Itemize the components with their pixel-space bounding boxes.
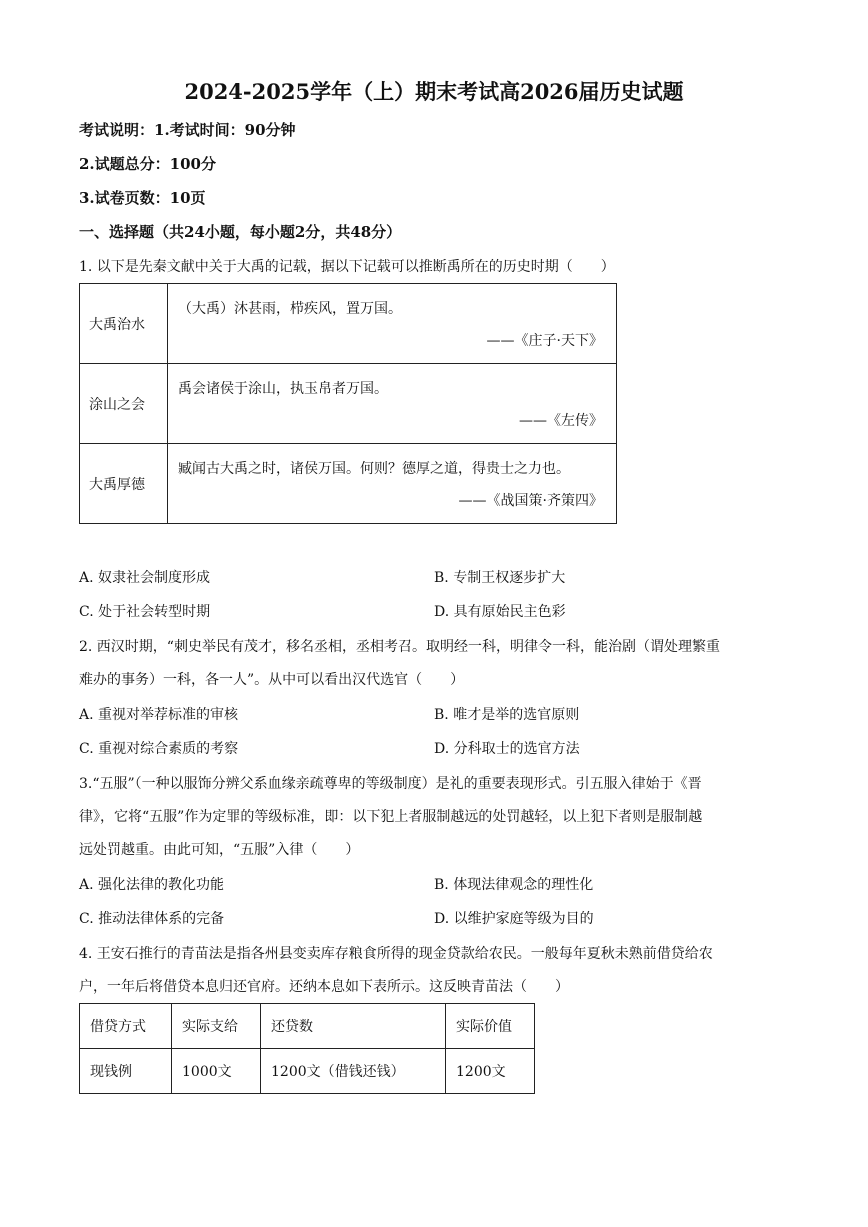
- question-3-stem-line-1: 3.“五服”（一种以服饰分辨父系血缘亲疏尊卑的等级制度）是礼的重要表现形式。引五服入律始于《晋: [79, 776, 702, 792]
- table-row: [80, 284, 617, 364]
- quote-source: ——《左传》: [519, 412, 603, 429]
- row-label: 大禹治水: [80, 284, 168, 364]
- table-cell: 1200文（借钱还钱）: [261, 1049, 446, 1094]
- q2-option-a[interactable]: A. 重视对举荐标准的审核: [79, 707, 239, 723]
- question-4-table: [79, 1003, 535, 1094]
- q3-option-b[interactable]: B. 体现法律观念的理性化: [434, 877, 594, 893]
- q3-option-a[interactable]: A. 强化法律的教化功能: [79, 877, 225, 893]
- q1-option-b[interactable]: B. 专制王权逐步扩大: [434, 570, 566, 586]
- table-row: [80, 1049, 535, 1094]
- q1-option-d[interactable]: D. 具有原始民主色彩: [434, 604, 566, 620]
- q3-option-c[interactable]: C. 推动法律体系的完备: [79, 911, 225, 927]
- question-4-stem-line-1: 4. 王安石推行的青苗法是指各州县变卖库存粮食所得的现金贷款给农民。一般每年夏秋未熟前借贷给农: [79, 946, 713, 962]
- q3-option-d[interactable]: D. 以维护家庭等级为目的: [434, 911, 594, 927]
- row-content: [168, 284, 617, 364]
- instruction-score: 2.试题总分：100分: [79, 155, 216, 173]
- row-content: [168, 444, 617, 524]
- header-cell: 借贷方式: [80, 1004, 172, 1049]
- question-1-table: [79, 283, 617, 524]
- quote-text: 禹会诸侯于涂山，执玉帛者万国。: [178, 380, 388, 397]
- q1-option-c[interactable]: C. 处于社会转型时期: [79, 604, 211, 620]
- quote-text: （大禹）沐甚雨，栉疾风，置万国。: [178, 300, 402, 317]
- question-3-stem-line-3: 远处罚越重。由此可知，“五服”入律（ ）: [79, 842, 360, 858]
- section-heading: 一、选择题（共24小题，每小题2分，共48分）: [79, 223, 402, 241]
- table-header-row: [80, 1004, 535, 1049]
- question-1-stem: 1. 以下是先秦文献中关于大禹的记载，据以下记载可以推断禹所在的历史时期（ ）: [79, 259, 615, 275]
- instruction-time: 考试说明：1.考试时间：90分钟: [79, 121, 296, 139]
- exam-title: 2024-2025学年（上）期末考试高2026届历史试题: [184, 79, 684, 104]
- quote-source: ——《战国策·齐策四》: [458, 492, 603, 509]
- question-4-stem-line-2: 户，一年后将借贷本息归还官府。还纳本息如下表所示。这反映青苗法（ ）: [79, 979, 569, 995]
- header-cell: 实际支给: [172, 1004, 261, 1049]
- q2-option-b[interactable]: B. 唯才是举的选官原则: [434, 707, 580, 723]
- question-2-stem-line-1: 2. 西汉时期，“刺史举民有茂才，移名丞相，丞相考召。取明经一科，明律令一科，能治剧（谓处理繁重: [79, 639, 720, 655]
- table-cell: 现钱例: [80, 1049, 172, 1094]
- table-cell: 1200文: [446, 1049, 535, 1094]
- instruction-pages: 3.试卷页数：10页: [79, 189, 206, 207]
- quote-source: ——《庄子·天下》: [486, 332, 603, 349]
- row-label: 涂山之会: [80, 364, 168, 444]
- question-2-stem-line-2: 难办的事务）一科，各一人”。从中可以看出汉代选官（ ）: [79, 672, 465, 688]
- row-content: [168, 364, 617, 444]
- q1-option-a[interactable]: A. 奴隶社会制度形成: [79, 570, 211, 586]
- header-cell: 实际价值: [446, 1004, 535, 1049]
- table-row: [80, 444, 617, 524]
- row-label: 大禹厚德: [80, 444, 168, 524]
- table-row: [80, 364, 617, 444]
- header-cell: 还贷数: [261, 1004, 446, 1049]
- question-3-stem-line-2: 律》，它将“五服”作为定罪的等级标准，即：以下犯上者服制越远的处罚越轻，以上犯下者则是服制越: [79, 809, 703, 825]
- q2-option-d[interactable]: D. 分科取士的选官方法: [434, 741, 580, 757]
- quote-text: 臧闻古大禹之时，诸侯万国。何则？德厚之道，得贵士之力也。: [178, 460, 570, 477]
- q2-option-c[interactable]: C. 重视对综合素质的考察: [79, 741, 239, 757]
- table-cell: 1000文: [172, 1049, 261, 1094]
